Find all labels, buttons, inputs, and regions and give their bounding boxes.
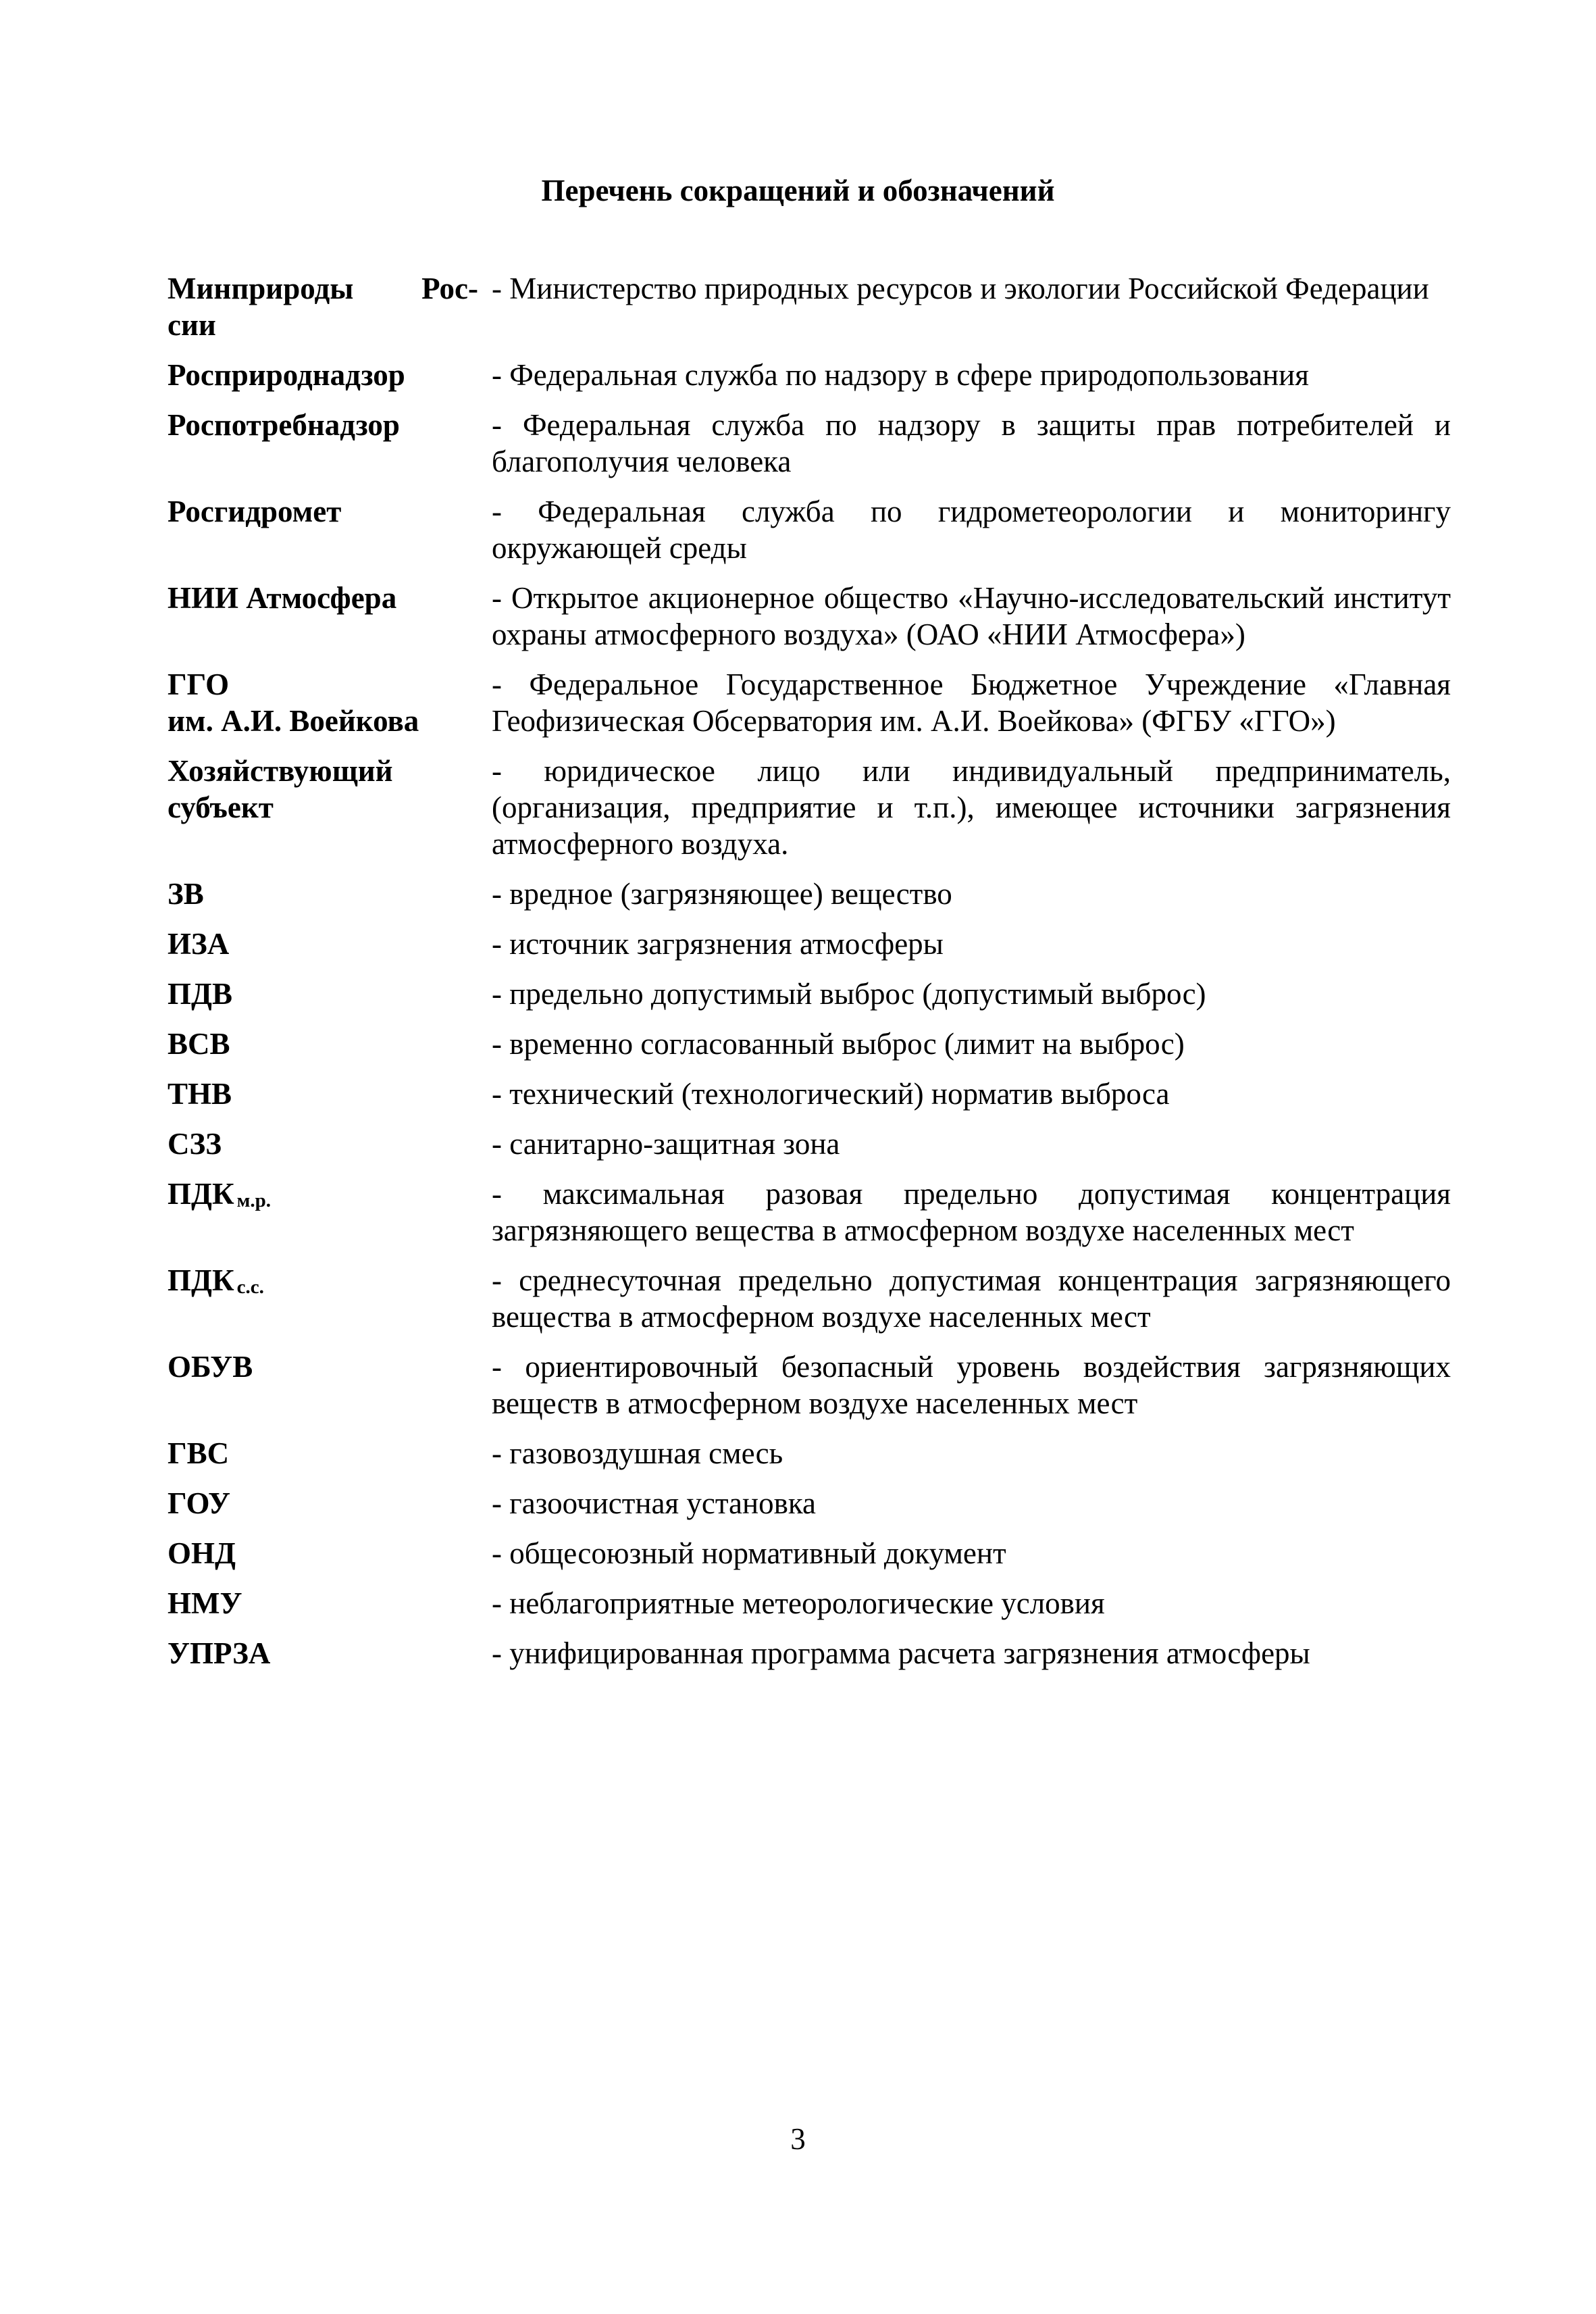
list-item: [168, 270, 1451, 343]
term-line: ГГО: [168, 668, 230, 701]
term: [168, 753, 492, 826]
abbreviations-list: [168, 270, 1451, 1685]
definition: - Открытое акционерное общество «Научно-исследовательский институт охраны атмосферного воздуха» (ОАО «НИИ Атмосфера»): [492, 581, 1451, 651]
term: ВСВ: [168, 1027, 230, 1061]
term: СЗЗ: [168, 1127, 222, 1161]
definition: - Федеральная служба по надзору в сфере природопользования: [492, 358, 1309, 392]
list-item: [168, 1026, 1451, 1062]
list-item: [168, 1262, 1451, 1335]
definition: - юридическое лицо или индивидуальный предприниматель, (организация, предприятие и т.п.), имеющее источники загрязнения атмосферного воздуха.: [492, 754, 1451, 861]
list-item: [168, 1585, 1451, 1621]
list-item: [168, 1176, 1451, 1249]
term-line: Хозяйствующий: [168, 754, 393, 788]
definition: - Федеральная служба по надзору в защиты прав потребителей и благополучия человека: [492, 408, 1451, 478]
list-item: [168, 926, 1451, 962]
list-item: [168, 357, 1451, 393]
definition: - санитарно-защитная зона: [492, 1127, 840, 1161]
list-item: [168, 1126, 1451, 1162]
definition: - максимальная разовая предельно допустимая концентрация загрязняющего вещества в атмосферном воздухе населенных мест: [492, 1177, 1451, 1247]
term: [168, 270, 492, 343]
term-text: ПДК: [168, 1263, 234, 1297]
term-text: ПДК: [168, 1177, 234, 1211]
definition: - предельно допустимый выброс (допустимый выброс): [492, 977, 1206, 1011]
definition: - Федеральное Государственное Бюджетное Учреждение «Главная Геофизическая Обсерватория им. А.И. Воейкова» (ФГБУ «ГГО»): [492, 668, 1451, 738]
list-item: [168, 1076, 1451, 1112]
list-item: [168, 407, 1451, 480]
definition: - неблагоприятные метеорологические условия: [492, 1586, 1105, 1620]
term: [168, 1176, 492, 1219]
definition: - газоочистная установка: [492, 1486, 817, 1520]
definition: - источник загрязнения атмосферы: [492, 927, 944, 961]
list-item: [168, 666, 1451, 739]
term: НИИ Атмосфера: [168, 581, 397, 615]
list-item: [168, 976, 1451, 1012]
list-item: [168, 876, 1451, 912]
term: Росприроднадзор: [168, 358, 405, 392]
list-item: [168, 493, 1451, 566]
term: [168, 1262, 492, 1305]
term: НМУ: [168, 1586, 242, 1620]
page-number: 3: [790, 2122, 806, 2156]
definition: - Министерство природных ресурсов и экологии Российской Федерации: [492, 272, 1429, 305]
definition: - технический (технологический) норматив выброса: [492, 1077, 1170, 1111]
definition: - среднесуточная предельно допустимая концентрация загрязняющего вещества в атмосферном воздухе населенных мест: [492, 1263, 1451, 1334]
definition: - общесоюзный нормативный документ: [492, 1536, 1006, 1570]
definition: - вредное (загрязняющее) вещество: [492, 877, 952, 911]
term: ОНД: [168, 1536, 236, 1570]
term-line: субъект: [168, 790, 274, 824]
term-line: Минприроды Рос-: [168, 272, 478, 305]
term: УПРЗА: [168, 1636, 271, 1670]
definition: - унифицированная программа расчета загрязнения атмосферы: [492, 1636, 1310, 1670]
definition: - временно согласованный выброс (лимит на выброс): [492, 1027, 1185, 1061]
term: Роспотребнадзор: [168, 408, 400, 442]
term-line: сии: [168, 308, 216, 342]
term-subscript: м.р.: [236, 1190, 271, 1211]
list-item: [168, 1349, 1451, 1422]
term: Росгидромет: [168, 495, 342, 528]
list-item: [168, 753, 1451, 862]
list-item: [168, 1635, 1451, 1671]
term: ГВС: [168, 1436, 230, 1470]
term: ТНВ: [168, 1077, 232, 1111]
term: ЗВ: [168, 877, 204, 911]
list-item: [168, 1535, 1451, 1571]
term-subscript: с.с.: [236, 1276, 264, 1298]
definition: - ориентировочный безопасный уровень воздействия загрязняющих веществ в атмосферном воздухе населенных мест: [492, 1350, 1451, 1420]
page-title: Перечень сокращений и обозначений: [541, 174, 1055, 207]
term: ПДВ: [168, 977, 232, 1011]
term: ИЗА: [168, 927, 230, 961]
definition: - газовоздушная смесь: [492, 1436, 783, 1470]
term: ГОУ: [168, 1486, 231, 1520]
list-item: [168, 1485, 1451, 1521]
list-item: [168, 1435, 1451, 1472]
list-item: [168, 580, 1451, 653]
definition: - Федеральная служба по гидрометеорологии и мониторингу окружающей среды: [492, 495, 1451, 565]
term-line: им. А.И. Воейкова: [168, 704, 419, 738]
term: ОБУВ: [168, 1350, 253, 1384]
term: [168, 666, 492, 739]
